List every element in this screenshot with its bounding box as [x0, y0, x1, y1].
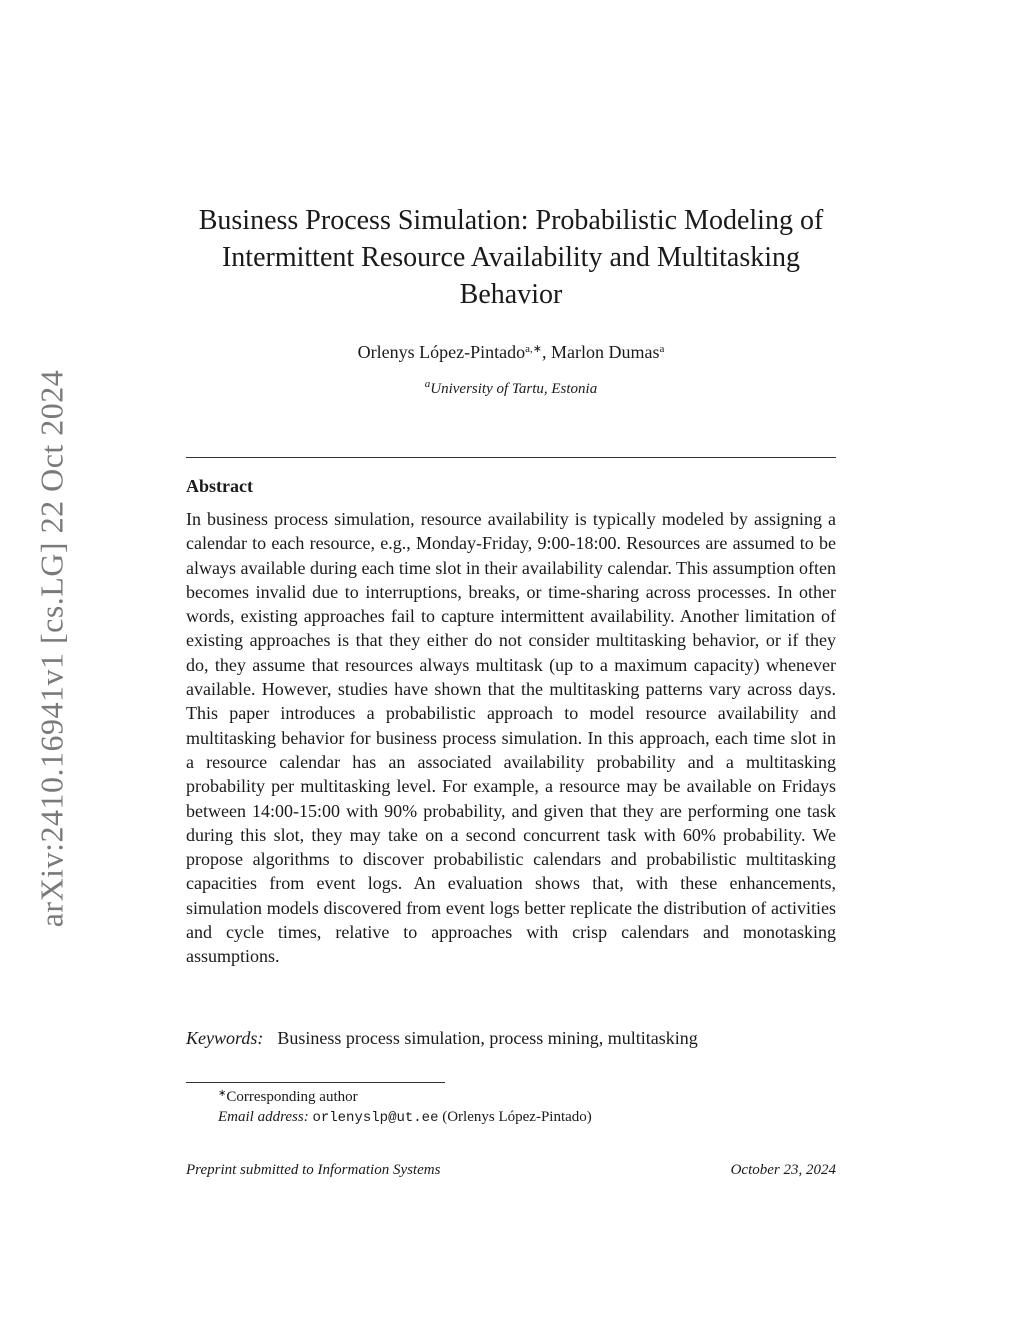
affiliation-text: University of Tartu, Estonia — [430, 381, 598, 397]
abstract-body: In business process simulation, resource availability is typically modeled by assigning a calendar to each resource, e.g., Monday-Friday, 9:00-18:00. Resources are assumed to be always available during each time slot in their availability calendar. This assumption often becomes invalid due to interruptions, breaks, or time-sharing across processes. In other words, existing approaches fail to capture intermittent availability. Another limitation of existing approaches is that they either do not consider multitasking behavior, or if they do, they assume that resources always multitask (up to a maximum capacity) whenever available. However, studies have shown that the multitasking patterns vary across days. This paper introduces a probabilistic approach to model resource availability and multitasking behavior for business process simulation. In this approach, each time slot in a resource calendar has an associated availability probability and a multitasking probability per multitasking level. For example, a resource may be available on Fridays between 14:00-15:00 with 90% probability, and given that they are performing one task during this slot, they may take on a second concurrent task with 60% probability. We propose algorithms to discover probabilistic calendars and probabilistic multitasking capacities from event logs. An evaluation shows that, with these enhancements, simulation models discovered from event logs better replicate the distribution of activities and cycle times, relative to approaches with crisp calendars and monotasking assumptions. — [186, 509, 836, 967]
email-address-link[interactable]: orlenyslp@ut.ee — [312, 1110, 439, 1126]
author-name-2: Marlon Dumas — [550, 342, 660, 362]
footnote-corresponding-author — [218, 1087, 358, 1107]
author-name-1: Orlenys López-Pintado — [357, 342, 526, 362]
affiliation — [180, 378, 842, 400]
author-1-affiliation-mark: a,∗ — [525, 343, 542, 355]
abstract-top-rule — [186, 457, 836, 458]
arxiv-identifier-stamp — [34, 358, 70, 938]
footnote-corresponding-text: Corresponding author — [226, 1089, 358, 1105]
affiliation-mark: a — [424, 378, 431, 390]
keywords-text: Business process simulation, process mining, multitasking — [277, 1028, 698, 1048]
footnote-mark: ∗ — [218, 1088, 227, 1099]
author-list — [180, 340, 842, 364]
footnote-email — [218, 1107, 592, 1128]
abstract-heading: Abstract — [186, 476, 253, 496]
title-line-2: Intermittent Resource Availability and Multitasking — [221, 242, 801, 273]
arxiv-identifier-text: arXiv:2410.16941v1 [cs.LG] 22 Oct 2024 — [33, 369, 70, 927]
keywords-line — [186, 1026, 836, 1050]
footnote-rule — [186, 1082, 445, 1083]
title-line-1: Business Process Simulation: Probabilistic Modeling of — [198, 205, 824, 236]
preprint-footer: Preprint submitted to Information Systems — [186, 1162, 441, 1178]
keywords-label: Keywords: — [186, 1028, 264, 1048]
author-2-affiliation-mark: a — [659, 343, 665, 355]
author-separator: , — [541, 342, 551, 362]
email-label: Email address: — [218, 1109, 309, 1125]
date-footer: October 23, 2024 — [730, 1162, 836, 1178]
title-line-3: Behavior — [459, 279, 563, 310]
email-owner: (Orlenys López-Pintado) — [442, 1109, 592, 1125]
paper-title — [180, 202, 842, 313]
